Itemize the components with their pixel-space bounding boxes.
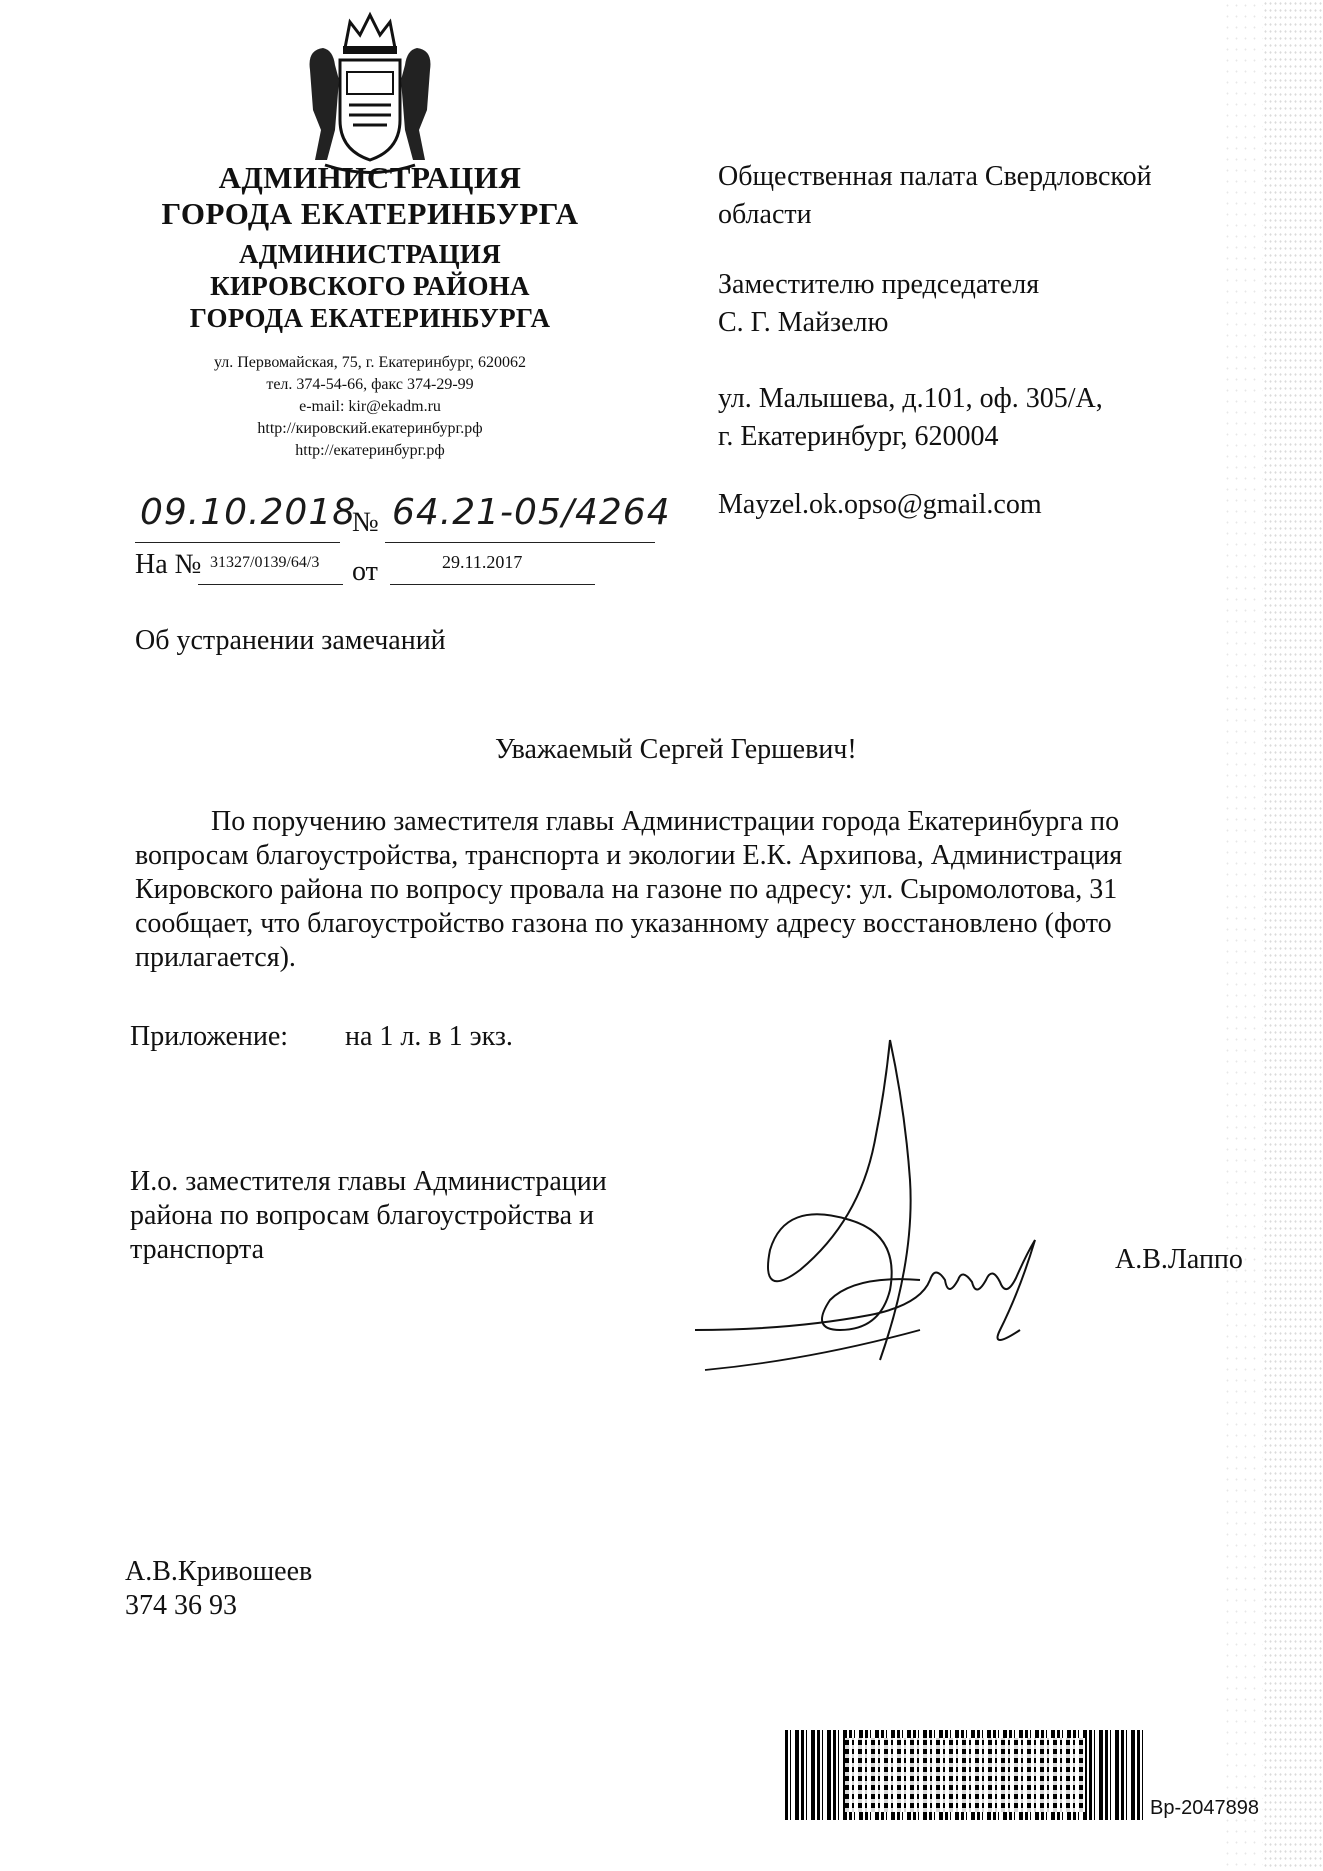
outgoing-date: 09.10.2018 (140, 492, 357, 533)
org-title-line1: АДМИНИСТРАЦИЯ (218, 160, 522, 195)
executor-phone: 374 36 93 (125, 1590, 237, 1621)
org-phones: тел. 374-54-66, факс 374-29-99 (266, 376, 474, 393)
org-address: ул. Первомайская, 75, г. Екатеринбург, 620062 (213, 354, 527, 371)
salutation: Уважаемый Сергей Гершевич! (495, 734, 857, 765)
org-contacts (130, 352, 610, 462)
body-line5: прилагается). (135, 942, 296, 973)
org-site2: http://екатеринбург.рф (295, 442, 445, 459)
recipient-org-line2: области (718, 199, 812, 230)
org-title-line2: ГОРОДА ЕКАТЕРИНБУРГА (161, 196, 579, 231)
org-site1: http://кировский.екатеринбург.рф (257, 420, 483, 437)
handwritten-signature (690, 1030, 1110, 1400)
scan-noise-edge (1263, 0, 1323, 1871)
recipient-email: Mayzel.ok.opso@gmail.com (718, 489, 1042, 520)
reference-date-underline (390, 584, 595, 585)
barcode (785, 1730, 1145, 1820)
subject: Об устранении замечаний (135, 625, 446, 656)
recipient-name: С. Г. Майзелю (718, 307, 889, 338)
dept-title (130, 238, 610, 334)
signatory-line1: И.о. заместителя главы Администрации (130, 1166, 607, 1197)
reference-from: от (352, 556, 378, 587)
attachment-label: Приложение: (130, 1021, 289, 1052)
recipient-addr-line1: ул. Малышева, д.101, оф. 305/А, (718, 383, 1103, 414)
barcode-label: Вр-2047898 (1150, 1797, 1259, 1819)
outgoing-number: 64.21-05/4264 (392, 492, 671, 533)
barcode-matrix (845, 1738, 1085, 1812)
body-line4: сообщает, что благоустройство газона по указанному адресу восстановлено (фото (135, 908, 1112, 939)
body-line3: Кировского района по вопросу провала на газоне по адресу: ул. Сыромолотова, 31 (135, 874, 1118, 905)
number-underline (385, 542, 655, 543)
body-line1: По поручению заместителя главы Администрации города Екатеринбурга по (211, 806, 1120, 837)
dept-title-line2: КИРОВСКОГО РАЙОНА (210, 271, 530, 301)
recipient-title-line1: Заместителю председателя (718, 269, 1040, 300)
reference-number: 31327/0139/64/3 (210, 554, 320, 571)
coat-of-arms-icon (305, 10, 435, 180)
executor-name: А.В.Кривошеев (125, 1556, 313, 1587)
signatory-name: А.В.Лаппо (1115, 1244, 1243, 1275)
recipient-block (718, 158, 1258, 524)
attachment-value: на 1 л. в 1 экз. (345, 1021, 513, 1052)
signatory-line3: транспорта (130, 1234, 265, 1265)
date-underline (135, 542, 340, 543)
recipient-org-line1: Общественная палата Свердловской (718, 161, 1152, 192)
reference-number-underline (198, 584, 343, 585)
reference-prefix: На № (135, 549, 202, 580)
outgoing-number-prefix: № (352, 507, 379, 538)
body-paragraph (135, 805, 1265, 975)
dept-title-line1: АДМИНИСТРАЦИЯ (238, 239, 501, 269)
signatory-line2: района по вопросам благоустройства и (130, 1200, 595, 1231)
dept-title-line3: ГОРОДА ЕКАТЕРИНБУРГА (189, 303, 551, 333)
recipient-addr-line2: г. Екатеринбург, 620004 (718, 421, 999, 452)
org-email: e-mail: kir@ekadm.ru (299, 398, 441, 415)
body-line2: вопросам благоустройства, транспорта и экологии Е.К. Архипова, Администрация (135, 840, 1123, 871)
executor-block (125, 1555, 312, 1623)
signatory-position (130, 1165, 690, 1267)
org-title (130, 160, 610, 232)
reference-date: 29.11.2017 (442, 552, 523, 572)
